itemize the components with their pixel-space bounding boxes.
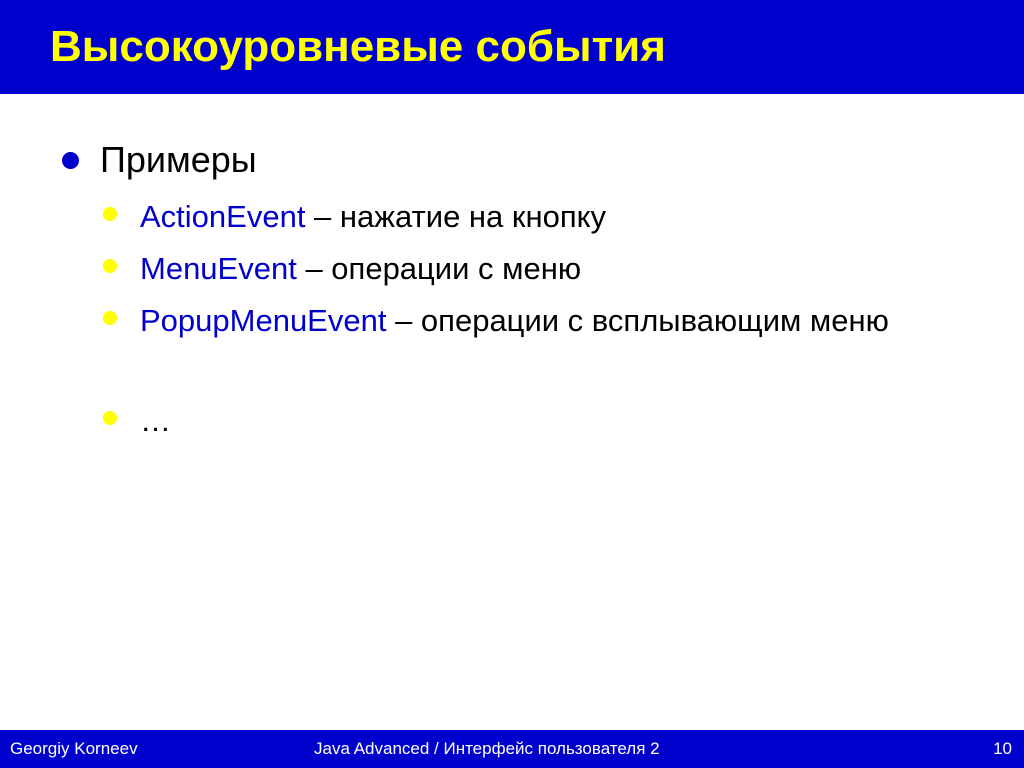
slide-title: Высокоуровневые события <box>50 22 666 71</box>
event-description: – операции с всплывающим меню <box>386 303 889 338</box>
sub-bullet-dot-icon <box>103 207 117 221</box>
bullet-examples-label: Примеры <box>100 139 257 180</box>
sub-bullet-text <box>140 246 940 292</box>
event-class-name: PopupMenuEvent <box>140 303 387 338</box>
event-class-name: MenuEvent <box>140 251 297 286</box>
footer-bar <box>0 730 1024 768</box>
title-bar <box>0 0 1024 94</box>
sub-bullet-text <box>140 298 940 344</box>
slide-content <box>0 94 1024 730</box>
footer-course-title: Java Advanced / Интерфейс пользователя 2 <box>314 739 660 758</box>
sub-bullet-text <box>140 194 940 240</box>
event-description: – операции с меню <box>296 251 582 286</box>
bullet-dot-icon <box>62 152 79 169</box>
footer-page-number: 10 <box>993 739 1012 758</box>
footer-author: Georgiy Korneev <box>10 739 138 758</box>
sub-bullet-dot-icon <box>103 311 117 325</box>
event-description: – нажатие на кнопку <box>305 199 607 234</box>
ellipsis-text: … <box>140 403 171 438</box>
sub-bullet-dot-icon <box>103 411 117 425</box>
sub-bullet-dot-icon <box>103 259 117 273</box>
event-class-name: ActionEvent <box>140 199 306 234</box>
sub-bullet-text <box>140 398 940 444</box>
